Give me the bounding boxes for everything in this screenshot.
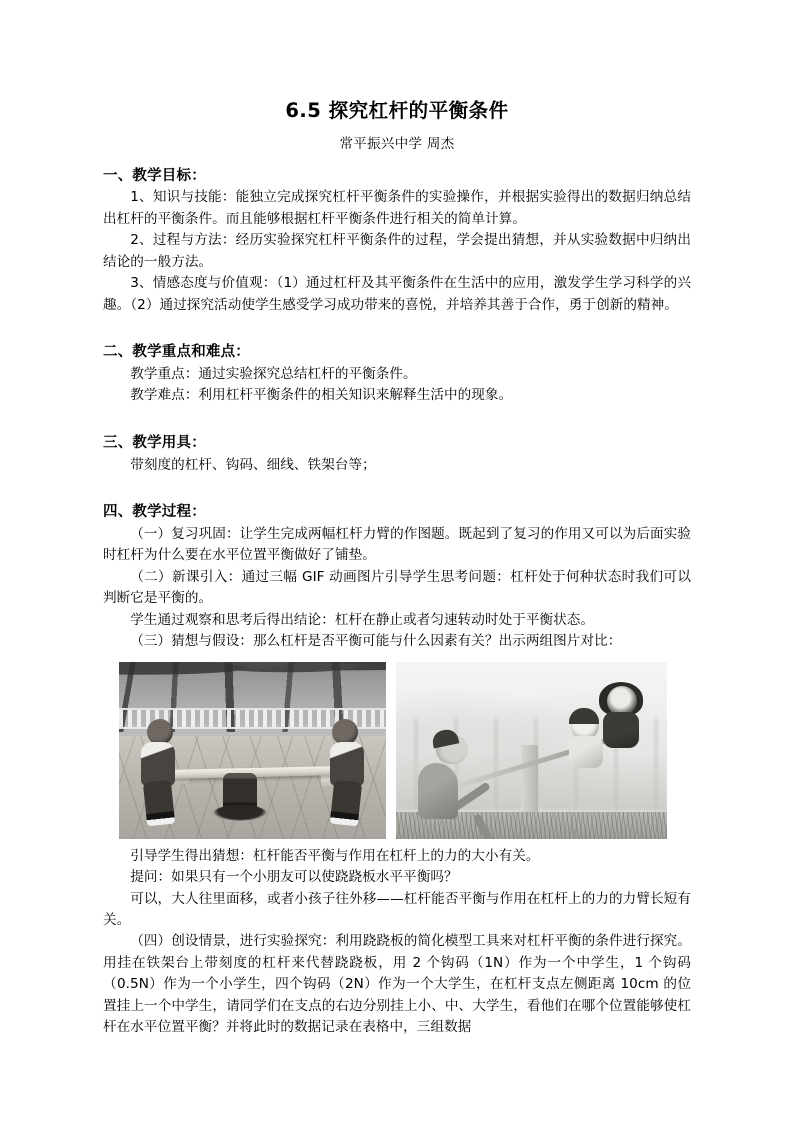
section-heading-objectives: 一、教学目标： bbox=[103, 167, 206, 184]
spacer bbox=[103, 316, 691, 329]
question-text: 提问：如果只有一个小朋友可以使跷跷板水平平衡吗？ bbox=[130, 869, 458, 886]
seesaw-children-photo bbox=[119, 662, 386, 839]
figure-row bbox=[119, 662, 683, 839]
airborne-children bbox=[569, 686, 643, 776]
objective-knowledge-skill: 1、知识与技能：能独立完成探究杠杆平衡条件的实验操作，并根据实验得出的数据归纳总结出杠杆的平衡条件。而且能够根据杠杆平衡条件进行相关的简单计算。 bbox=[103, 189, 691, 227]
child-b-body bbox=[569, 736, 603, 768]
process-step-hypothesis: （三）猜想与假设：那么杠杆是否平衡可能与什么因素有关？出示两组图片对比： bbox=[130, 633, 622, 650]
photo-grain bbox=[119, 662, 386, 839]
child-a-body bbox=[603, 712, 639, 748]
spacer bbox=[103, 476, 691, 489]
guide-hypothesis-text: 引导学生得出猜想：杠杆能否平衡与作用在杠杆上的力的大小有关。 bbox=[130, 847, 540, 864]
spacer bbox=[103, 407, 691, 420]
difficult-point-text: 教学难点：利用杠杆平衡条件的相关知识来解释生活中的现象。 bbox=[130, 387, 513, 404]
seesaw-adult-kids-illustration bbox=[396, 662, 667, 839]
section-heading-teaching-process: 四、教学过程： bbox=[103, 504, 206, 520]
process-step-conclusion: 学生通过观察和思考后得出结论：杠杆在静止或者匀速转动时处于平衡状态。 bbox=[130, 611, 595, 628]
objective-attitude-values: 3、情感态度与价值观：（1）通过杠杆及其平衡条件在生活中的应用，激发学生学习科学的兴趣。（2）通过探究活动使学生感受学习成功带来的喜悦，并培养其善于合作，勇于创新的精神。 bbox=[103, 275, 691, 313]
section-heading-key-difficult-points: 二、教学重点和难点： bbox=[103, 344, 250, 361]
process-step-review: （一）复习巩固：让学生完成两幅杠杆力臂的作图题。既起到了复习的作用又可以为后面实验时杠杆为什么要在水平位置平衡做好了铺垫。 bbox=[103, 525, 691, 564]
seesaw-support-post bbox=[521, 745, 538, 816]
page-title: 6.5 探究杠杆的平衡条件 bbox=[285, 99, 509, 122]
key-point-text: 教学重点：通过实验探究总结杠杆的平衡条件。 bbox=[130, 365, 417, 382]
teaching-tools-text: 带刻度的杠杆、钩码、细线、铁架台等； bbox=[130, 456, 376, 473]
child-b-hair bbox=[569, 708, 599, 724]
objective-process-method: 2、过程与方法：经历实验探究杠杆平衡条件的过程，学会提出猜想，并从实验数据中归纳出结论的一般方法。 bbox=[103, 232, 691, 270]
adult-body bbox=[418, 763, 458, 819]
process-step-experiment: （四）创设情景，进行实验探究：利用跷跷板的简化模型工具来对杠杆平衡的条件进行探究。用挂在铁架台上带刻度的杠杆来代替跷跷板，用 2 个钩码（1N）作为一个中学生，1 个钩码（0.5N）作为一个小学生，四个钩码（2N）作为一个大学生，在杠杆支点左侧距离 10cm 的位置挂上一个中学生，请同学们在支点的右边分别挂上小、中、大学生，看他们在哪个位置能够使杠杆在水平位置平衡？并将此时的数据记录在表格中，三组数据 bbox=[103, 933, 691, 1036]
process-step-introduction: （二）新课引入：通过三幅 GIF 动画图片引导学生思考问题：杠杆处于何种状态时我们可以判断它是平衡的。 bbox=[103, 568, 691, 607]
adult-figure bbox=[418, 734, 500, 819]
answer-text: 可以，大人往里面移，或者小孩子往外移——杠杆能否平衡与作用在杠杆上的力的力臂长短有关。 bbox=[103, 890, 691, 928]
page-subtitle: 常平振兴中学 周杰 bbox=[339, 136, 455, 153]
section-heading-teaching-tools: 三、教学用具： bbox=[103, 434, 206, 451]
